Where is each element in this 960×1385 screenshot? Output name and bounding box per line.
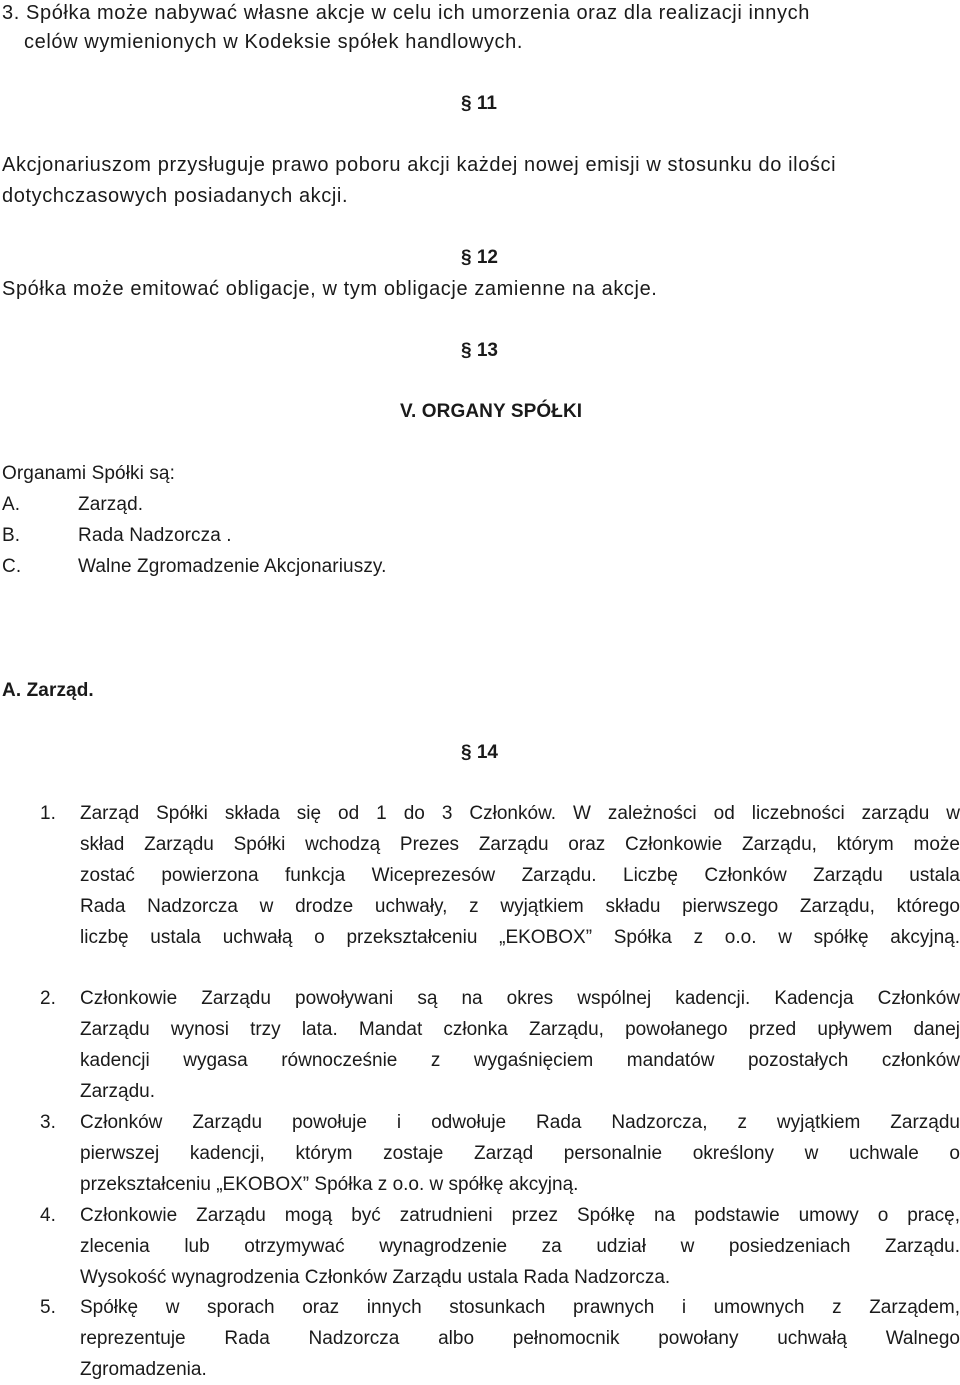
section-12-line1: Spółka może emitować obligacje, w tym obligacje zamienne na akcje. [2, 278, 658, 300]
section-12-heading: § 12 [461, 247, 498, 268]
item-4-line: Członkowie Zarządu mogą być zatrudnieni przez Spółkę na podstawie umowy o pracę, [80, 1205, 960, 1226]
item-3-line: Członków Zarządu powołuje i odwołuje Rada Nadzorcza, z wyjątkiem Zarządu [80, 1112, 960, 1133]
item-4-line: zlecenia lub otrzymywać wynagrodzenie za udział w posiedzeniach Zarządu. [80, 1236, 960, 1257]
organ-letter-c: C. [2, 556, 22, 577]
item-2-line: Członkowie Zarządu powoływani są na okres wspólnej kadencji. Kadencja Członków [80, 988, 960, 1009]
intro-item3-line2: celów wymienionych w Kodeksie spółek handlowych. [24, 31, 524, 53]
item-3-line: pierwszej kadencji, którym zostaje Zarząd personalnie określony w uchwale o [80, 1143, 960, 1164]
section-11-line1: Akcjonariuszom przysługuje prawo poboru akcji każdej nowej emisji w stosunku do ilości [2, 154, 837, 176]
part-a-title: A. Zarząd. [2, 680, 94, 701]
item-5-line: reprezentuje Rada Nadzorcza albo pełnomocnik powołany uchwałą Walnego [80, 1328, 960, 1349]
item-1-line: liczbę ustala uchwałą o przekształceniu „EKOBOX” Spółka z o.o. w spółkę akcyjną. [80, 927, 960, 948]
item-5-line: Spółkę w sporach oraz innych stosunkach prawnych i umownych z Zarządem, [80, 1297, 960, 1318]
item-number: 1. [40, 803, 56, 824]
item-number: 2. [40, 988, 56, 1009]
chapter-title: V. ORGANY SPÓŁKI [400, 401, 583, 422]
item-1-line: skład Zarządu Spółki wchodzą Prezes Zarządu oraz Członkowie Zarządu, którym może [80, 834, 960, 855]
section-14-heading: § 14 [461, 742, 498, 763]
item-number: 3. [40, 1112, 56, 1133]
organ-item-b: Rada Nadzorcza . [78, 525, 232, 546]
item-3-line: przekształceniu „EKOBOX” Spółka z o.o. w spółkę akcyjną. [80, 1174, 579, 1195]
item-number: 4. [40, 1205, 56, 1226]
section-11-heading: § 11 [461, 93, 497, 114]
organs-intro: Organami Spółki są: [2, 463, 175, 484]
organ-letter-a: A. [2, 494, 21, 515]
item-number: 5. [40, 1297, 56, 1318]
section-11-line2: dotychczasowych posiadanych akcji. [2, 185, 349, 207]
item-5-line: Zgromadzenia. [80, 1359, 207, 1380]
organ-item-a: Zarząd. [78, 494, 144, 515]
item-4-line: Wysokość wynagrodzenia Członków Zarządu ustala Rada Nadzorcza. [80, 1267, 671, 1288]
intro-item3-line1: 3. Spółka może nabywać własne akcje w celu ich umorzenia oraz dla realizacji innych [2, 2, 810, 24]
item-1-line: Rada Nadzorcza w drodze uchwały, z wyjątkiem składu pierwszego Zarządu, którego [80, 896, 960, 917]
item-1-line: Zarząd Spółki składa się od 1 do 3 Członków. W zależności od liczebności zarządu w [80, 803, 960, 824]
item-2-line: Zarządu wynosi trzy lata. Mandat członka Zarządu, powołanego przed upływem danej [80, 1019, 960, 1040]
organ-item-c: Walne Zgromadzenie Akcjonariuszy. [78, 556, 387, 577]
item-2-line: Zarządu. [80, 1081, 155, 1102]
organ-letter-b: B. [2, 525, 21, 546]
item-1-line: zostać powierzona funkcja Wiceprezesów Zarządu. Liczbę Członków Zarządu ustala [80, 865, 960, 886]
section-13-heading: § 13 [461, 340, 498, 361]
item-2-line: kadencji wygasa równocześnie z wygaśnięciem mandatów pozostałych członków [80, 1050, 960, 1071]
